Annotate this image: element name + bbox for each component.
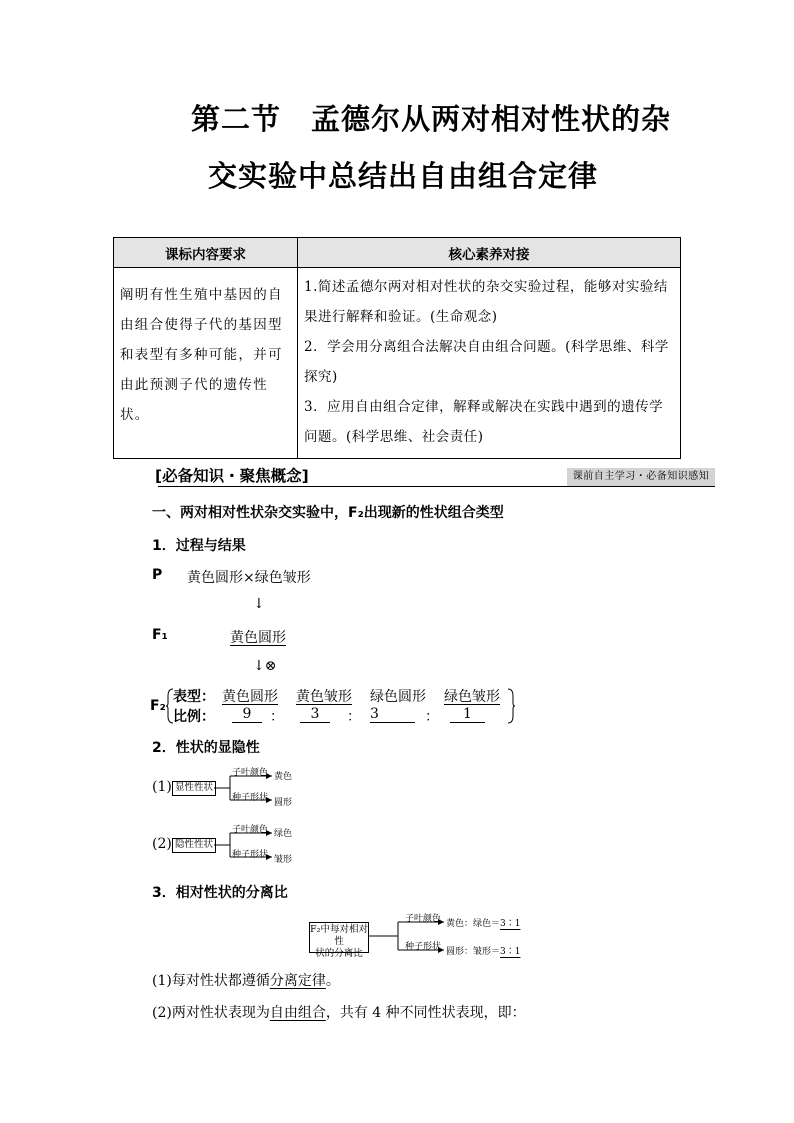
heading-1: 一、两对相对性状杂交实验中，F₂出现新的性状组合类型: [152, 505, 504, 521]
section-divider: [158, 486, 715, 487]
phenotype-label: 表型：: [173, 689, 215, 705]
separation-box: [309, 922, 369, 959]
trait-label: 种子形状: [232, 850, 269, 860]
p-generation: 黄色圆形×绿色皱形: [187, 570, 311, 586]
ratio-value: 1: [450, 706, 485, 723]
ratio-label: 比例：: [173, 709, 215, 725]
f1-generation: 黄色圆形: [230, 630, 286, 646]
ratio-colon: ：: [347, 709, 361, 725]
competency-item: 1.简述孟德尔两对相对性状的杂交实验过程，能够对实验结果进行解释和验证。(生命观念): [304, 279, 668, 325]
point-1-answer: 分离定律: [269, 973, 326, 989]
ratio-value: 9: [232, 706, 262, 723]
separation-ratio: 3∶1: [500, 919, 521, 929]
separation-ratio: 3∶1: [500, 947, 521, 957]
right-brace-icon: [507, 688, 515, 724]
separation-result: 圆形：皱形＝3∶1: [446, 947, 521, 957]
point-2: (2)两对性状表现为自由组合，共有 4 种不同性状表现，即：: [152, 1005, 526, 1021]
separation-box-line2: 状的分离比: [315, 948, 363, 959]
phenotype-item: 绿色圆形: [370, 689, 426, 705]
trait-value: 绿色: [274, 829, 293, 839]
trait-value: 皱形: [274, 855, 293, 865]
requirements-text: 阐明有性生殖中基因的自由组合使得子代的基因型和表型有多种可能，并可由此预测子代的遗传性状。: [120, 287, 283, 423]
selfing-arrow-icon: ↓⊗: [253, 658, 277, 674]
f2-label: F₂: [150, 698, 166, 714]
page-title-line2: 交实验中总结出自由组合定律: [208, 159, 599, 193]
p-label: P: [152, 567, 163, 583]
subheading-separation: 3．相对性状的分离比: [152, 885, 288, 901]
table-header-competencies: 核心素养对接: [298, 238, 681, 268]
phenotype-item: 黄色皱形: [296, 689, 352, 705]
separation-result: 黄色：绿色＝3∶1: [446, 919, 521, 929]
section-tag: 课前自主学习・必备知识感知: [567, 468, 715, 486]
trait-label: 种子形状: [405, 942, 442, 952]
trait-label: 种子形状: [232, 793, 269, 803]
table-header-requirements: 课标内容要求: [114, 238, 298, 268]
separation-box-line1: F₂中每对相对性: [310, 924, 368, 947]
page-title-line1: 第二节 孟德尔从两对相对性状的杂: [191, 102, 672, 136]
ratio-colon: ：: [425, 709, 439, 725]
curriculum-table: [113, 237, 681, 459]
recessive-trait-box: 隐性性状: [172, 838, 216, 853]
trait-label: 子叶颜色: [232, 825, 269, 835]
competency-item: 2．学会用分离组合法解决自由组合问题。(科学思维、科学探究): [304, 339, 669, 385]
phenotype-item: 绿色皱形: [444, 689, 500, 705]
trait-label: 子叶颜色: [405, 914, 442, 924]
ratio-colon: ：: [270, 709, 284, 725]
subheading-dominance: 2．性状的显隐性: [152, 740, 260, 756]
competency-item: 3．应用自由组合定律，解释或解决在实践中遇到的遗传学问题。(科学思维、社会责任): [304, 399, 664, 445]
recessive-number: (2): [152, 836, 172, 852]
section-header: [必备知识・聚焦概念]: [155, 467, 309, 485]
f1-label: F₁: [152, 627, 168, 643]
dominant-number: (1): [152, 779, 172, 795]
point-1: (1)每对性状都遵循分离定律。: [152, 973, 340, 989]
subheading-process: 1．过程与结果: [152, 538, 246, 554]
competency-list: [298, 268, 680, 458]
trait-label: 子叶颜色: [232, 768, 269, 778]
trait-value: 黄色: [274, 772, 293, 782]
trait-value: 圆形: [274, 798, 293, 808]
phenotype-item: 黄色圆形: [222, 689, 278, 705]
point-2-answer: 自由组合: [269, 1005, 326, 1021]
ratio-value: 3: [300, 706, 330, 723]
ratio-value: 3: [370, 706, 415, 723]
arrow-down-icon: ↓: [253, 596, 265, 612]
dominant-trait-box: 显性性状: [172, 781, 216, 796]
